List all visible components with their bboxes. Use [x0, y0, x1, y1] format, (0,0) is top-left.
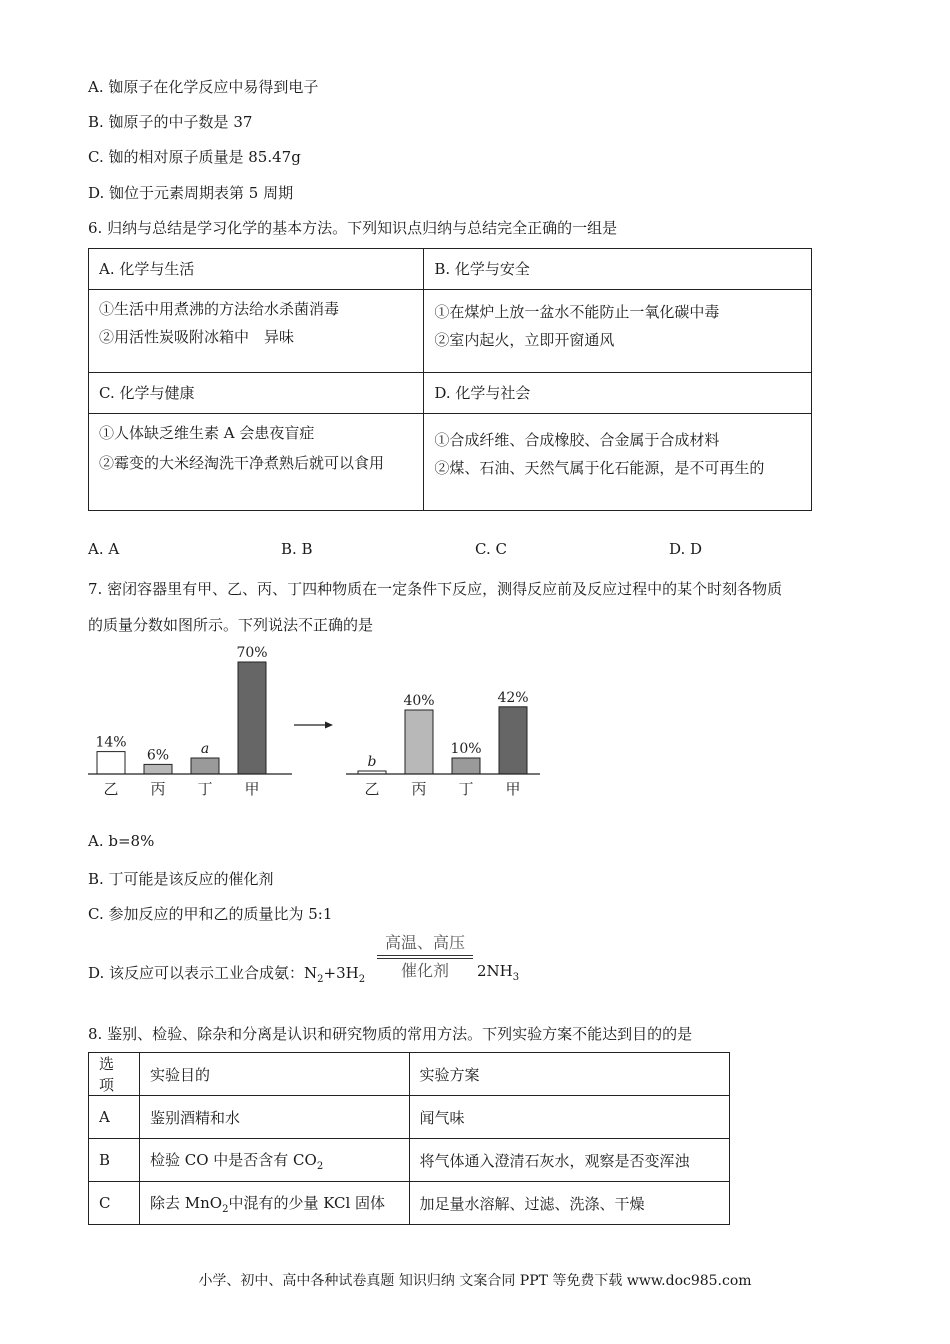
q6-a-item-1: ①生活中用煮沸的方法给水杀菌消毒 — [99, 300, 340, 318]
reaction-arrow-icon — [294, 722, 333, 729]
data-label-after-2: 40% — [403, 693, 435, 709]
data-label-before-4: 70% — [236, 645, 268, 661]
q6-d-item-2: ②煤、石油、天然气属于化石能源，是不可再生的 — [434, 459, 765, 477]
q6-answer-b: B. B — [281, 540, 313, 558]
bar-after-4 — [499, 707, 527, 774]
q8-row-c-purpose-post: 中混有的少量 KCl 固体 — [228, 1193, 386, 1212]
q6-answer-a: A. A — [88, 540, 120, 558]
q6-a-item-2: ②用活性炭吸附冰箱中 异味 — [99, 328, 295, 346]
data-label-before-2: 6% — [146, 747, 170, 764]
q8-row-a-option: A — [89, 1096, 140, 1139]
q5-option-a: A. 铷原子在化学反应中易得到电子 — [88, 78, 319, 96]
q6-d-item-1: ①合成纤维、合成橡胶、合金属于合成材料 — [434, 431, 720, 449]
reaction-condition — [377, 932, 473, 982]
category-label-before-4: 甲 — [244, 780, 260, 798]
q6-answer-c: C. C — [475, 540, 507, 558]
q6-c-item-1: ①人体缺乏维生素 A 会患夜盲症 — [99, 424, 315, 442]
q5-option-c: C. 铷的相对原子质量是 85.47g — [88, 148, 301, 166]
q8-row-c-plan: 加足量水溶解、过滤、洗涤、干燥 — [409, 1182, 729, 1225]
data-label-after-3: 10% — [450, 741, 482, 757]
q7-stem-line-2: 的质量分数如图所示。下列说法不正确的是 — [88, 616, 374, 634]
category-label-after-3: 丁 — [458, 780, 474, 798]
table-row — [89, 1182, 730, 1225]
q8-row-c-purpose-sub: 2 — [222, 1203, 229, 1215]
q6-cell-b-head: B. 化学与安全 — [424, 249, 812, 290]
page-footer: 小学、初中、高中各种试卷真题 知识归纳 文案合同 PPT 等免费下载 www.doc985.com — [198, 1273, 752, 1289]
q7-option-d-suffix: 2NH — [477, 962, 513, 980]
q7-option-c: C. 参加反应的甲和乙的质量比为 5:1 — [88, 905, 333, 923]
table-row — [89, 1096, 730, 1139]
q8-stem: 8. 鉴别、检验、除杂和分离是认识和研究物质的常用方法。下列实验方案不能达到目的的是 — [88, 1025, 693, 1043]
bar-before-2 — [144, 764, 172, 774]
bar-after-3 — [452, 758, 480, 774]
q7-option-d-product: $2NH_3$ — [477, 962, 520, 983]
q7-option-d: D. 该反应可以表示工业合成氨：$N_2+3H_2$ — [88, 964, 366, 985]
equation-double-line — [377, 955, 473, 959]
q6-c-item-2: ②霉变的大米经淘洗干净煮熟后就可以食用 — [99, 454, 385, 472]
category-label-after-4: 甲 — [505, 780, 521, 798]
data-label-before-1: 14% — [95, 734, 127, 751]
category-label-after-2: 丙 — [411, 780, 427, 798]
q5-option-b: B. 铷原子的中子数是 37 — [88, 113, 253, 131]
q8-row-b-purpose — [139, 1139, 409, 1182]
data-label-before-3: a — [200, 741, 210, 757]
q7-chart-before — [88, 645, 292, 798]
q8-row-a-plan: 闻气味 — [409, 1096, 729, 1139]
q8-row-b-plan: 将气体通入澄清石灰水，观察是否变浑浊 — [409, 1139, 729, 1182]
data-label-after-4: 42% — [497, 689, 529, 706]
q6-b-item-1: ①在煤炉上放一盆水不能防止一氧化碳中毒 — [434, 303, 720, 321]
q8-row-b-purpose-sub: 2 — [316, 1160, 324, 1172]
q8-row-b-option: B — [89, 1139, 140, 1182]
q8-row-c-purpose-pre: 除去 MnO — [149, 1193, 223, 1212]
q5-option-d: D. 铷位于元素周期表第 5 周期 — [88, 184, 294, 202]
condition-bottom: 催化剂 — [400, 961, 449, 980]
condition-top: 高温、高压 — [384, 933, 465, 952]
q8-row-c-option: C — [89, 1182, 140, 1225]
q8-header-plan: 实验方案 — [409, 1053, 729, 1096]
q8-header-purpose: 实验目的 — [139, 1053, 409, 1096]
q8-header-option: 选项 — [89, 1053, 140, 1096]
category-label-before-3: 丁 — [197, 780, 213, 798]
bar-before-3 — [191, 758, 219, 774]
q6-b-item-2: ②室内起火，立即开窗通风 — [434, 331, 615, 349]
q8-table — [88, 1052, 730, 1225]
q6-stem: 6. 归纳与总结是学习化学的基本方法。下列知识点归纳与总结完全正确的一组是 — [88, 219, 618, 237]
q8-row-a-purpose: 鉴别酒精和水 — [139, 1096, 409, 1139]
q6-answer-d: D. D — [669, 540, 703, 558]
category-label-before-1: 乙 — [103, 780, 119, 798]
q6-cell-c-head: C. 化学与健康 — [89, 373, 424, 414]
q7-option-b: B. 丁可能是该反应的催化剂 — [88, 870, 274, 888]
q6-cell-d-head: D. 化学与社会 — [424, 373, 812, 414]
bar-before-1 — [97, 752, 125, 774]
category-label-before-2: 丙 — [150, 780, 166, 798]
table-row — [89, 1139, 730, 1182]
q8-row-b-purpose-text: 检验 CO 中是否含有 CO — [149, 1150, 317, 1169]
q8-row-c-purpose — [139, 1182, 409, 1225]
bar-before-4 — [238, 662, 266, 774]
bar-after-2 — [405, 710, 433, 774]
q7-stem-line-1: 7. 密闭容器里有甲、乙、丙、丁四种物质在一定条件下反应，测得反应前及反应过程中的某个时刻各物质 — [88, 580, 783, 598]
q7-chart-after — [346, 690, 540, 798]
category-label-after-1: 乙 — [364, 780, 380, 798]
q6-cell-a-head: A. 化学与生活 — [89, 249, 424, 290]
q7-option-d-mid: +3H — [323, 964, 359, 982]
q7-option-a: A. b=8% — [88, 832, 155, 850]
data-label-after-1: b — [367, 754, 377, 770]
q7-option-d-prefix: D. 该反应可以表示工业合成氨：N — [88, 964, 318, 982]
